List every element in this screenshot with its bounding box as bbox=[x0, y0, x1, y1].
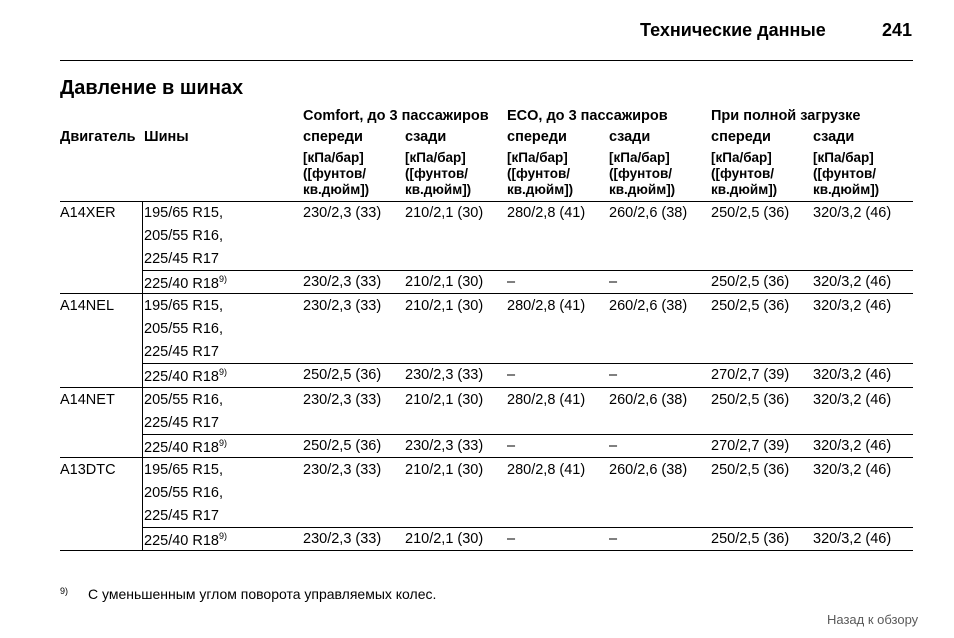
pressure-cell: 280/2,8 (41) bbox=[507, 462, 586, 478]
column-header-engine: Двигатель bbox=[60, 129, 136, 145]
pressure-cell: 280/2,8 (41) bbox=[507, 392, 586, 408]
column-header-full-front: спереди bbox=[711, 129, 771, 145]
pressure-cell: 250/2,5 (36) bbox=[711, 205, 790, 221]
pressure-cell: – bbox=[609, 438, 618, 454]
group-header-eco: ECO, до 3 пассажиров bbox=[507, 108, 668, 124]
pressure-cell: 270/2,7 (39) bbox=[711, 367, 790, 383]
pressure-cell: 260/2,6 (38) bbox=[609, 298, 688, 314]
header-title: Технические данные bbox=[640, 20, 826, 40]
pressure-cell: 230/2,3 (33) bbox=[303, 392, 382, 408]
footnote-mark: 9) bbox=[60, 586, 69, 596]
unit-label: [кПа/бар] ([фунтов/ кв.дюйм]) bbox=[303, 150, 370, 197]
column-header-full-rear: сзади bbox=[813, 129, 855, 145]
footnote-ref: 9) bbox=[218, 531, 227, 541]
tyre-cell: 225/45 R17 bbox=[144, 344, 219, 360]
pressure-cell: 270/2,7 (39) bbox=[711, 438, 790, 454]
pressure-cell: 260/2,6 (38) bbox=[609, 205, 688, 221]
pressure-cell: 250/2,5 (36) bbox=[711, 298, 790, 314]
tyre-cell: 225/40 R18$^{9)}$ bbox=[144, 531, 227, 549]
tyre-cell: 195/65 R15, bbox=[144, 298, 224, 314]
tyre-cell: 195/65 R15, bbox=[144, 462, 224, 478]
pressure-cell: 210/2,1 (30) bbox=[405, 205, 484, 221]
pressure-cell: 320/3,2 (46) bbox=[813, 438, 892, 454]
tyre-cell: 225/40 R18$^{9)}$ bbox=[144, 438, 227, 456]
engine-cell: A13DTC bbox=[60, 462, 116, 478]
pressure-cell: 320/3,2 (46) bbox=[813, 462, 892, 478]
pressure-cell: – bbox=[609, 367, 618, 383]
pressure-cell: – bbox=[507, 438, 516, 454]
engine-group-divider bbox=[60, 457, 913, 458]
tyre-cell: 205/55 R16, bbox=[144, 392, 224, 408]
pressure-cell: – bbox=[609, 531, 618, 547]
pressure-cell: – bbox=[507, 274, 516, 290]
tyre-cell: 225/40 R18$^{9)}$ bbox=[144, 367, 227, 385]
pressure-cell: 320/3,2 (46) bbox=[813, 274, 892, 290]
pressure-cell: 260/2,6 (38) bbox=[609, 462, 688, 478]
pressure-cell: – bbox=[507, 367, 516, 383]
tyre-cell: 205/55 R16, bbox=[144, 485, 224, 501]
pressure-cell: 230/2,3 (33) bbox=[303, 531, 382, 547]
back-to-overview-link[interactable]: Назад к обзору bbox=[827, 612, 919, 627]
tyre-cell: 225/45 R17 bbox=[144, 415, 219, 431]
pressure-cell: 280/2,8 (41) bbox=[507, 205, 586, 221]
pressure-cell: 260/2,6 (38) bbox=[609, 392, 688, 408]
group-header-full-load: При полной загрузке bbox=[711, 108, 861, 124]
column-header-comfort-front: спереди bbox=[303, 129, 363, 145]
pressure-cell: 320/3,2 (46) bbox=[813, 298, 892, 314]
pressure-cell: 230/2,3 (33) bbox=[405, 367, 484, 383]
tyre-cell: 205/55 R16, bbox=[144, 228, 224, 244]
pressure-cell: – bbox=[507, 531, 516, 547]
column-header-comfort-rear: сзади bbox=[405, 129, 447, 145]
pressure-cell: 250/2,5 (36) bbox=[711, 531, 790, 547]
unit-label: [кПа/бар] ([фунтов/ кв.дюйм]) bbox=[813, 150, 880, 197]
pressure-cell: 230/2,3 (33) bbox=[303, 205, 382, 221]
footnote-ref: 9) bbox=[218, 367, 227, 377]
engine-cell: A14NEL bbox=[60, 298, 115, 314]
column-header-eco-rear: сзади bbox=[609, 129, 651, 145]
engine-cell: A14NET bbox=[60, 392, 115, 408]
engine-group-divider bbox=[60, 387, 913, 388]
tyre-cell: 225/45 R17 bbox=[144, 251, 219, 267]
engine-cell: A14XER bbox=[60, 205, 116, 221]
column-header-tyres: Шины bbox=[144, 129, 189, 145]
engine-column-divider bbox=[142, 201, 143, 551]
tyre-cell: 225/45 R17 bbox=[144, 508, 219, 524]
engine-group-divider bbox=[60, 293, 913, 294]
unit-label: [кПа/бар] ([фунтов/ кв.дюйм]) bbox=[609, 150, 676, 197]
section-title: Давление в шинах bbox=[60, 77, 244, 99]
pressure-cell: 210/2,1 (30) bbox=[405, 274, 484, 290]
unit-label: [кПа/бар] ([фунтов/ кв.дюйм]) bbox=[405, 150, 472, 197]
header-rule bbox=[60, 60, 913, 61]
row-divider bbox=[142, 363, 913, 364]
group-header-comfort: Comfort, до 3 пассажиров bbox=[303, 108, 489, 124]
pressure-cell: 210/2,1 (30) bbox=[405, 531, 484, 547]
pressure-cell: 230/2,3 (33) bbox=[405, 438, 484, 454]
page-number: 241 bbox=[882, 20, 913, 40]
pressure-cell: – bbox=[609, 274, 618, 290]
column-header-eco-front: спереди bbox=[507, 129, 567, 145]
table-header-rule bbox=[60, 201, 913, 202]
footnote-text: С уменьшенным углом поворота управляемых колес. bbox=[88, 586, 437, 602]
tyre-cell: 195/65 R15, bbox=[144, 205, 224, 221]
row-divider bbox=[142, 527, 913, 528]
pressure-cell: 210/2,1 (30) bbox=[405, 392, 484, 408]
row-divider bbox=[142, 434, 913, 435]
pressure-cell: 250/2,5 (36) bbox=[711, 392, 790, 408]
pressure-cell: 320/3,2 (46) bbox=[813, 367, 892, 383]
unit-label: [кПа/бар] ([фунтов/ кв.дюйм]) bbox=[507, 150, 574, 197]
row-divider bbox=[142, 270, 913, 271]
pressure-cell: 230/2,3 (33) bbox=[303, 274, 382, 290]
pressure-cell: 230/2,3 (33) bbox=[303, 462, 382, 478]
pressure-cell: 250/2,5 (36) bbox=[303, 367, 382, 383]
tyre-cell: 205/55 R16, bbox=[144, 321, 224, 337]
footnote-ref: 9) bbox=[218, 274, 227, 284]
pressure-cell: 210/2,1 (30) bbox=[405, 298, 484, 314]
pressure-cell: 230/2,3 (33) bbox=[303, 298, 382, 314]
table-bottom-rule bbox=[60, 550, 913, 551]
pressure-cell: 250/2,5 (36) bbox=[303, 438, 382, 454]
pressure-cell: 320/3,2 (46) bbox=[813, 205, 892, 221]
unit-label: [кПа/бар] ([фунтов/ кв.дюйм]) bbox=[711, 150, 778, 197]
footnote-ref: 9) bbox=[218, 438, 227, 448]
pressure-cell: 320/3,2 (46) bbox=[813, 531, 892, 547]
pressure-cell: 250/2,5 (36) bbox=[711, 462, 790, 478]
tyre-cell: 225/40 R18$^{9)}$ bbox=[144, 274, 227, 292]
pressure-cell: 320/3,2 (46) bbox=[813, 392, 892, 408]
pressure-cell: 210/2,1 (30) bbox=[405, 462, 484, 478]
pressure-cell: 250/2,5 (36) bbox=[711, 274, 790, 290]
pressure-cell: 280/2,8 (41) bbox=[507, 298, 586, 314]
